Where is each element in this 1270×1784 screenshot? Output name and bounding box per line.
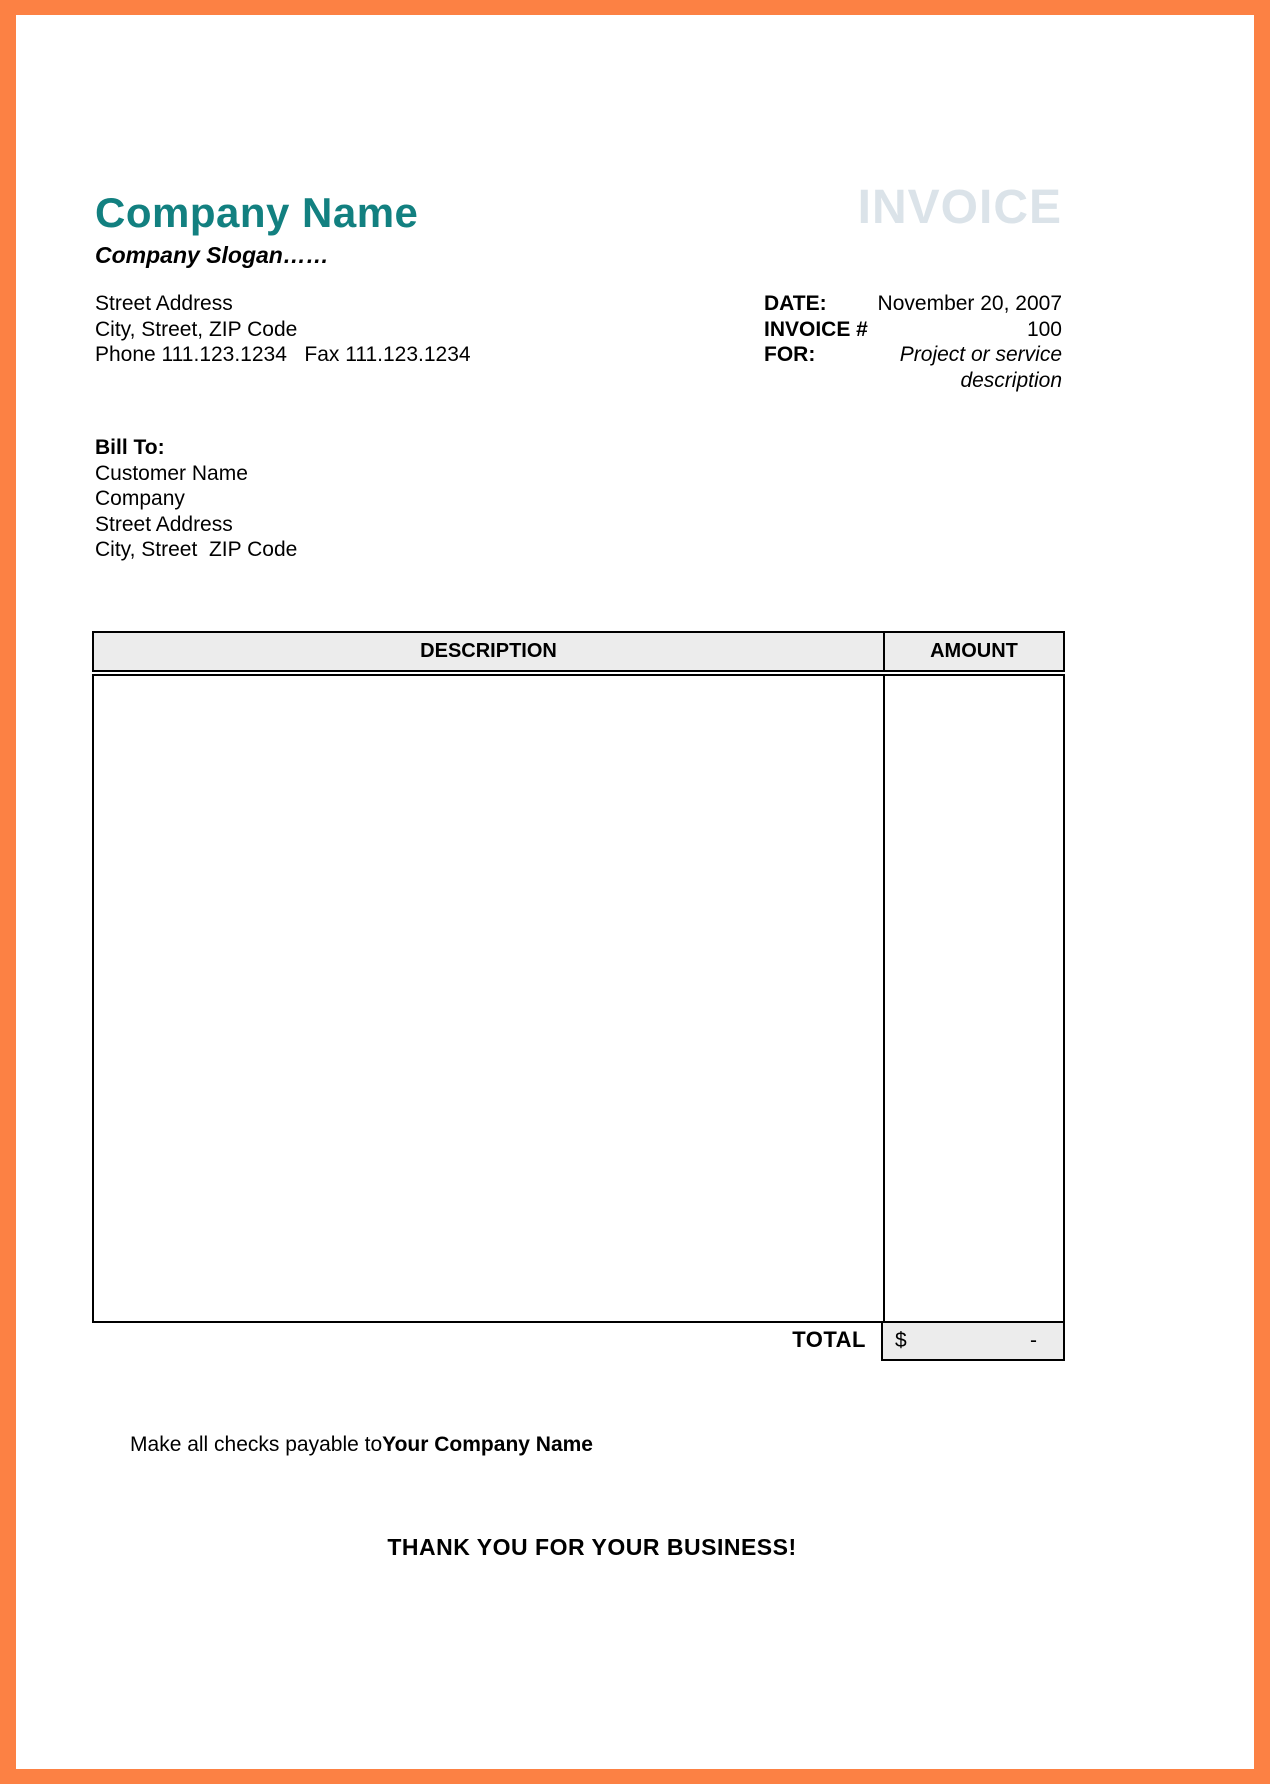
total-label: TOTAL	[792, 1327, 866, 1352]
checks-payable-note	[95, 1409, 593, 1481]
for-label: FOR:	[764, 343, 816, 366]
invoice-page	[16, 15, 1254, 1769]
bill-to-heading: Bill To:	[95, 436, 165, 459]
items-table-body	[92, 674, 1065, 1323]
address-line-phone-fax: Phone 111.123.1234 Fax 111.123.1234	[95, 343, 471, 366]
bill-to-city-zip: City, Street ZIP Code	[95, 538, 298, 561]
meta-row-for	[764, 342, 1062, 393]
bill-to-street: Street Address	[95, 512, 233, 536]
for-value: Project or service description	[899, 343, 1062, 392]
description-column-header: DESCRIPTION	[94, 633, 885, 670]
bill-to-customer-name: Customer Name	[95, 461, 248, 485]
items-table	[92, 631, 1065, 1323]
date-label: DATE:	[764, 292, 827, 315]
currency-symbol: $	[895, 1329, 907, 1352]
invoice-number-label: INVOICE #	[764, 317, 868, 341]
total-value: -	[1030, 1329, 1037, 1352]
invoice-meta	[764, 291, 1062, 393]
address-line-city: City, Street, ZIP Code	[95, 317, 298, 341]
company-slogan: Company Slogan……	[95, 242, 329, 268]
company-address	[95, 291, 471, 368]
address-line-street: Street Address	[95, 292, 233, 315]
bill-to-block	[95, 435, 297, 563]
bill-to-company: Company	[95, 487, 185, 510]
date-value: November 20, 2007	[877, 292, 1062, 315]
invoice-title: INVOICE	[857, 181, 1062, 234]
payable-company-name: Your Company Name	[382, 1433, 593, 1456]
thank-you-note: THANK YOU FOR YOUR BUSINESS!	[387, 1534, 797, 1560]
meta-row-date	[764, 291, 1062, 317]
total-amount-cell	[881, 1321, 1065, 1361]
column-divider	[883, 676, 885, 1321]
items-table-header	[92, 631, 1065, 672]
company-name: Company Name	[95, 189, 419, 236]
checks-note-text: Make all checks payable to	[130, 1433, 383, 1456]
meta-row-invoice-number	[764, 317, 1062, 343]
amount-column-header: AMOUNT	[930, 640, 1018, 662]
invoice-number-value: 100	[1026, 317, 1062, 341]
